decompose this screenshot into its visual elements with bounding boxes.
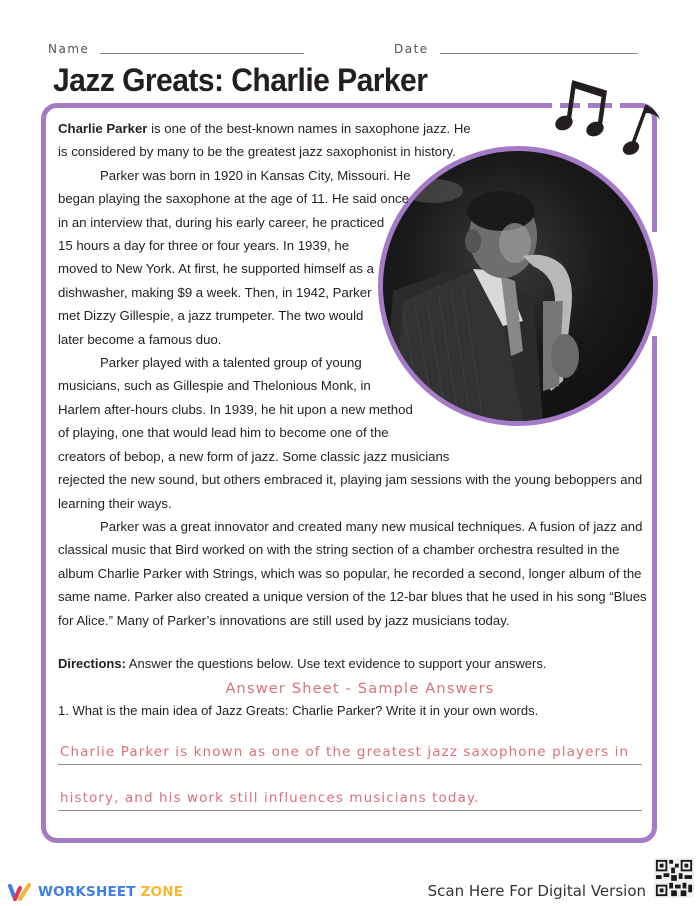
passage-line: Harlem after-hours clubs. In 1939, he hit upon a new method [58, 401, 413, 417]
logo-zone-text: ZONE [140, 884, 184, 900]
name-field-line[interactable] [100, 53, 304, 54]
paragraph-2 [58, 164, 654, 351]
logo-text [38, 884, 183, 900]
paragraph-text: is one of the best-known names in saxophone jazz. He is considered by many to be the greatest jazz saxophonist in history. [58, 121, 471, 160]
passage-line: creators of bebop, a new form of jazz. Some classic jazz musicians [58, 448, 450, 464]
passage-line: met Dizzy Gillespie, a jazz trumpeter. The two would [58, 308, 364, 324]
name-label: Name [48, 42, 90, 56]
paragraph-4: Parker was a great innovator and created many new musical techniques. A fusion of jazz and classical music that Bird worked on with the string section of a chamber orchestra resulted in the album Charlie Parker with Strings, which was so popular, he recorded a second, longer album of the same name. Parker also created a unique version of the 12-bar blues that he used in his song “Blues for Alice.” Many of Parker’s innovations are still used by jazz musicians today. [58, 518, 647, 628]
passage-line: musicians, such as Gillespie and Thelonious Monk, in [58, 378, 371, 394]
logo-worksheet-text: WORKSHEET [38, 884, 136, 900]
passage-line: in an interview that, during his early career, he practiced [58, 214, 385, 230]
passage-line: began playing the saxophone at the age of 11. He said once [58, 191, 409, 207]
page-title: Jazz Greats: Charlie Parker [53, 62, 428, 98]
passage-line: 15 hours a day for three or four years. In 1939, he [58, 238, 350, 254]
worksheet-zone-logo[interactable] [7, 880, 183, 904]
logo-w-icon [7, 882, 33, 902]
date-label: Date [394, 42, 429, 56]
paragraph-1 [58, 117, 478, 164]
passage-line: rejected the new sound, but others embraced it, playing jam sessions with the young beboppers and [58, 472, 643, 488]
passage-line: Parker played with a talented group of young [100, 355, 362, 371]
name-date-row [48, 40, 648, 56]
directions-text: Answer the questions below. Use text evidence to support your answers. [125, 656, 547, 671]
answer-line-2[interactable]: history, and his work still influences musicians today. [58, 788, 642, 811]
paragraph-3 [58, 351, 654, 515]
answer-line-1[interactable]: Charlie Parker is known as one of the greatest jazz saxophone players in [58, 742, 642, 765]
passage-line: moved to New York. At first, he supported himself as a [58, 261, 374, 277]
directions [58, 656, 546, 671]
subject-name: Charlie Parker [58, 121, 148, 136]
qr-code-icon[interactable] [654, 858, 694, 898]
passage-line: learning their ways. [58, 495, 172, 511]
passage-line: dishwasher, making $9 a week. Then, in 1942, Parker [58, 284, 372, 300]
scan-text: Scan Here For Digital Version [427, 882, 646, 900]
directions-label: Directions: [58, 656, 126, 671]
passage-line: of playing, one that would lead him to become one of the [58, 425, 389, 441]
passage-line: Parker was born in 1920 in Kansas City, Missouri. He [100, 167, 411, 183]
question-1: 1. What is the main idea of Jazz Greats: Charlie Parker? Write it in your own words. [58, 703, 539, 718]
answer-sheet-label: Answer Sheet - Sample Answers [225, 681, 495, 697]
passage-line: later become a famous duo. [58, 331, 222, 347]
reading-passage [58, 117, 654, 632]
date-field-line[interactable] [440, 53, 638, 54]
